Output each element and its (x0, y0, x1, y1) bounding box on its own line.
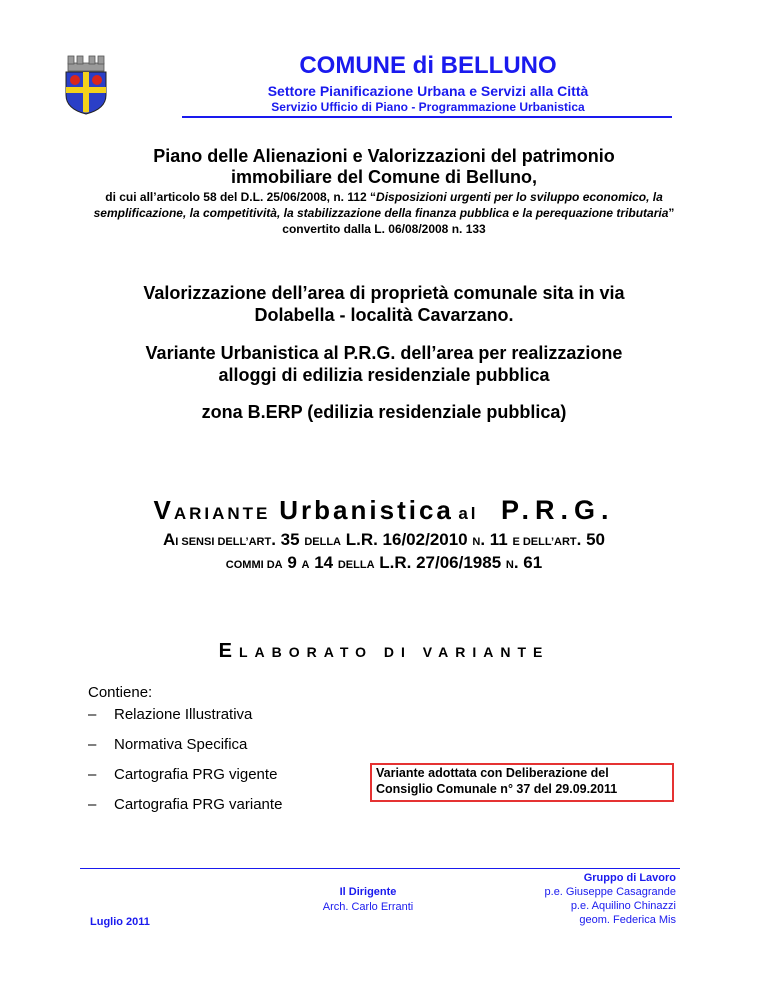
document-date: Luglio 2011 (90, 916, 150, 928)
legal-segment: E DELL’ART (512, 536, 577, 548)
variant-line1: Variante Urbanistica al P.R.G. dell’area per realizzazione (145, 343, 623, 363)
heading-variante-rest: ARIANTE (173, 504, 271, 523)
variant-line2: alloggi di edilizia residenziale pubblica (218, 365, 550, 385)
legal-segment: I SENSI DELL’ART (175, 536, 272, 548)
list-item-label: Relazione Illustrativa (114, 706, 253, 723)
office-subtitle: Servizio Ufficio di Piano - Programmazione Urbanistica (271, 100, 585, 114)
working-group-title: Gruppo di Lavoro (583, 872, 676, 884)
heading-prg: P.R.G. (500, 495, 615, 525)
list-item (88, 735, 282, 755)
legal-segment: . 11 (480, 530, 513, 549)
legal-segment: 9 (282, 553, 302, 572)
plan-title-line2: immobiliare del Comune di Belluno, (230, 167, 538, 187)
plan-title-line1: Piano delle Alienazioni e Valorizzazioni del patrimonio (153, 146, 615, 166)
working-group-member: p.e. Aquilino Chinazzi (570, 900, 676, 912)
legal-segment: DELLA (304, 536, 341, 548)
header-divider (182, 116, 672, 118)
list-dash: – (88, 706, 97, 723)
list-item-label: Normativa Specifica (114, 736, 248, 753)
plan-desc-pre: di cui all’articolo 58 del D.L. 25/06/2008, n. 112 “ (105, 190, 377, 204)
valorization-title (90, 282, 678, 326)
legal-segment: DELLA (337, 559, 375, 571)
working-group (480, 871, 676, 927)
legal-segment: 14 (309, 553, 338, 572)
list-dash: – (88, 736, 97, 753)
list-item-label: Cartografia PRG vigente (114, 766, 278, 783)
working-group-member: p.e. Giuseppe Casagrande (544, 886, 676, 898)
plan-title (90, 146, 678, 188)
list-item-label: Cartografia PRG variante (114, 796, 283, 813)
main-heading (70, 495, 698, 526)
adoption-line1: Variante adottata con Deliberazione del (376, 766, 609, 780)
plan-desc-post: ” convertito dalla L. 06/08/2008 n. 133 (282, 206, 675, 236)
legal-segment: L.R. 16/02/2010 (341, 530, 473, 549)
zone-title: zona B.ERP (edilizia residenziale pubblica) (201, 402, 567, 422)
list-item (88, 765, 282, 785)
list-item (88, 795, 282, 815)
working-group-member: geom. Federica Mis (579, 914, 676, 926)
heading-initial: V (153, 495, 174, 525)
coat-of-arms-icon (62, 53, 110, 115)
list-dash: – (88, 796, 97, 813)
adoption-line2: Consiglio Comunale n° 37 del 29.09.2011 (376, 782, 618, 796)
municipality-title: COMUNE di BELLUNO (299, 52, 557, 79)
heading-urbanistica: Urbanistica (279, 495, 454, 525)
contents-heading: Contiene: (88, 684, 153, 701)
legal-segment: N (472, 536, 481, 548)
director-title: Il Dirigente (339, 886, 397, 898)
list-dash: – (88, 766, 97, 783)
legal-segment: L.R. 27/06/1985 (374, 553, 506, 572)
legal-reference-line1 (70, 530, 698, 550)
director-name: Arch. Carlo Erranti (322, 901, 414, 913)
valorization-line1: Valorizzazione dell’area di proprietà comunale sita in via (143, 283, 625, 303)
legal-segment: N (505, 559, 514, 571)
heading-al: al (458, 504, 479, 523)
variant-title (90, 342, 678, 386)
list-item (88, 705, 282, 725)
legal-segment: . 35 (271, 530, 305, 549)
legal-segment: A (301, 559, 310, 571)
document-type-rest: LABORATO DI VARIANTE (239, 644, 550, 660)
plan-description (90, 189, 678, 237)
legal-segment: . 50 (576, 530, 605, 549)
legal-segment: . 61 (513, 553, 543, 572)
legal-segment: A (162, 530, 176, 549)
legal-segment: COMMI DA (225, 559, 283, 571)
adoption-notice-box (370, 763, 674, 802)
footer-divider (80, 868, 680, 869)
valorization-line2: Dolabella - località Cavarzano. (254, 305, 514, 325)
contents-list (88, 705, 282, 825)
document-type-initial: E (218, 640, 239, 662)
legal-reference-line2 (70, 553, 698, 573)
plan-desc-italic: Disposizioni urgenti per lo sviluppo economico, la semplificazione, la competitività, la stabilizzazione della finanza pubblica e la perequazione tributaria (93, 190, 669, 220)
document-type (90, 640, 678, 663)
department-subtitle: Settore Pianificazione Urbana e Servizi alla Città (267, 83, 589, 99)
